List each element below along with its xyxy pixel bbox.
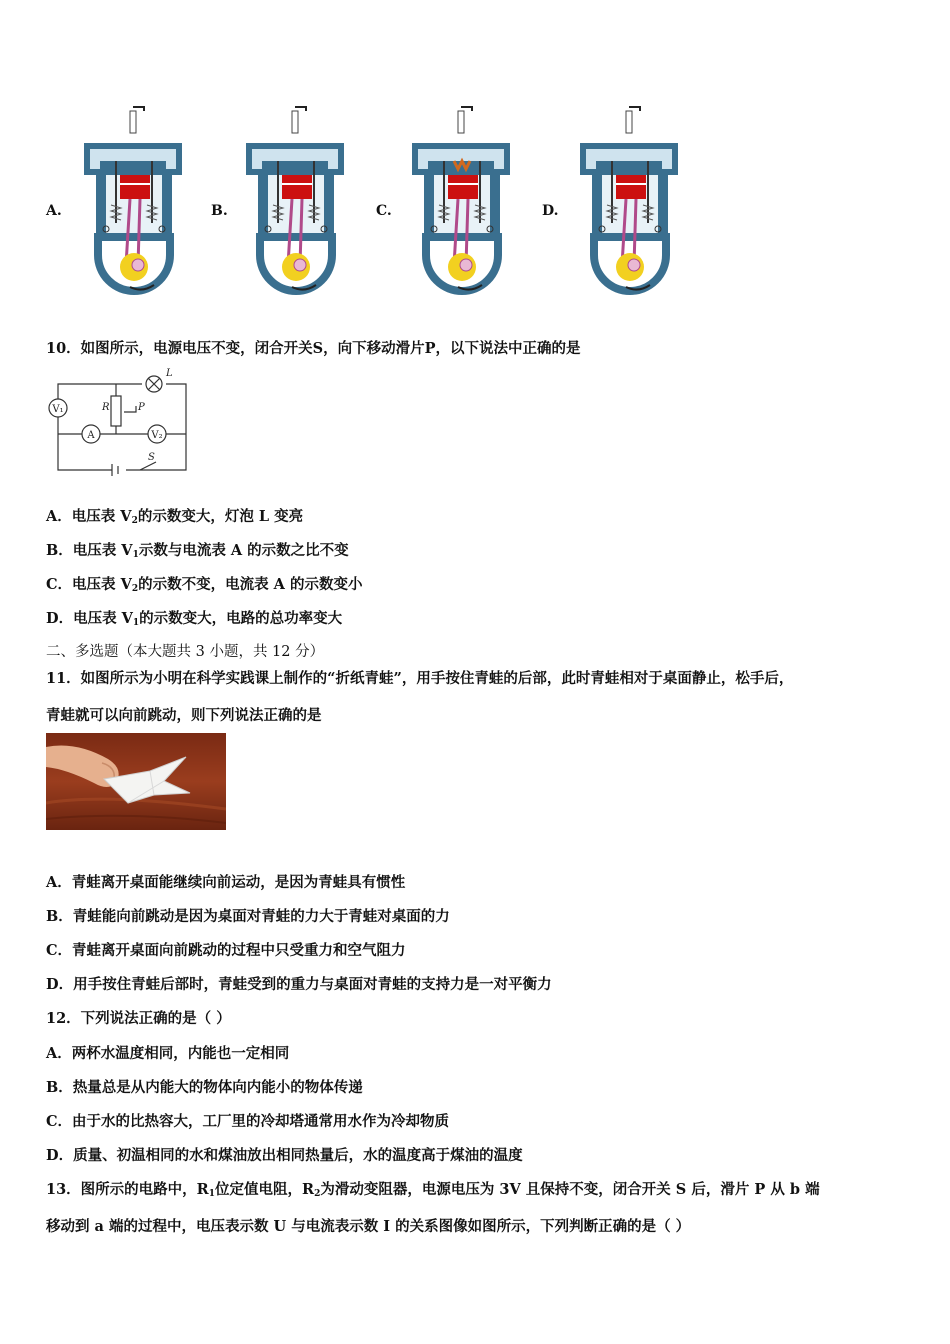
option-c-label: C. <box>376 203 392 219</box>
svg-text:A: A <box>87 430 95 441</box>
svg-text:V₂: V₂ <box>151 430 163 441</box>
q13-stem-line1: 13．图所示的电路中，$R_1$位定值电阻，$R_2$为滑动变阻器，电源电压为 3V 且保持不变，闭合开关 S 后，滑片 P 从 b 端 <box>46 1181 820 1199</box>
section-heading-multiple-choice: 二、多选题（本大题共 3 小题，共 12 分） <box>46 644 325 660</box>
option-d-label: D. <box>542 203 559 219</box>
svg-text:S: S <box>148 452 155 463</box>
option-b-label: B. <box>211 203 228 219</box>
paper-frog-photo <box>46 733 226 830</box>
q11-option-d: D．用手按住青蛙后部时，青蛙受到的重力与桌面对青蛙的支持力是一对平衡力 <box>46 976 552 993</box>
q10-option-b: B．电压表 $V_1$示数与电流表 A 的示数之比不变 <box>46 542 349 560</box>
q11-option-a: A．青蛙离开桌面能继续向前运动，是因为青蛙具有惯性 <box>46 874 406 891</box>
svg-text:R: R <box>102 402 110 413</box>
svg-text:P: P <box>138 402 145 413</box>
q10-circuit-diagram <box>44 366 194 478</box>
q10-stem: 10．如图所示，电源电压不变，闭合开关S，向下移动滑片P，以下说法中正确的是 <box>46 340 581 357</box>
engine-diagram-a <box>78 105 190 295</box>
q13-stem-line2: 移动到 a 端的过程中，电压表示数 U 与电流表示数 I 的关系图像如图所示，下列判断正确的是（ ） <box>46 1218 691 1235</box>
q12-option-a: A．两杯水温度相同，内能也一定相同 <box>46 1045 290 1062</box>
q10-option-c: C．电压表 $V_2$的示数不变，电流表 A 的示数变小 <box>46 576 363 594</box>
q10-option-d: D．电压表 $V_1$的示数变大，电路的总功率变大 <box>46 610 343 628</box>
q11-option-c: C．青蛙离开桌面向前跳动的过程中只受重力和空气阻力 <box>46 942 406 959</box>
q12-stem: 12．下列说法正确的是（ ） <box>46 1010 231 1027</box>
q11-option-b: B．青蛙能向前跳动是因为桌面对青蛙的力大于青蛙对桌面的力 <box>46 908 450 925</box>
q10-option-a: A．电压表 $V_2$的示数变大，灯泡 L 变亮 <box>46 508 304 526</box>
svg-text:V₁: V₁ <box>52 404 64 415</box>
q11-stem-line1: 11．如图所示为小明在科学实践课上制作的“折纸青蛙”，用手按住青蛙的后部，此时青蛙相对于桌面静止，松手后， <box>46 670 794 687</box>
q12-option-c: C．由于水的比热容大，工厂里的冷却塔通常用水作为冷却物质 <box>46 1113 450 1130</box>
q12-option-b: B．热量总是从内能大的物体向内能小的物体传递 <box>46 1079 363 1096</box>
engine-diagram-b <box>240 105 352 295</box>
engine-diagram-d <box>574 105 686 295</box>
engine-diagram-c <box>406 105 518 295</box>
svg-text:L: L <box>166 368 173 379</box>
q11-stem-line2: 青蛙就可以向前跳动，则下列说法正确的是 <box>46 707 322 724</box>
option-a-label: A. <box>46 203 62 219</box>
q12-option-d: D．质量、初温相同的水和煤油放出相同热量后，水的温度高于煤油的温度 <box>46 1147 523 1164</box>
